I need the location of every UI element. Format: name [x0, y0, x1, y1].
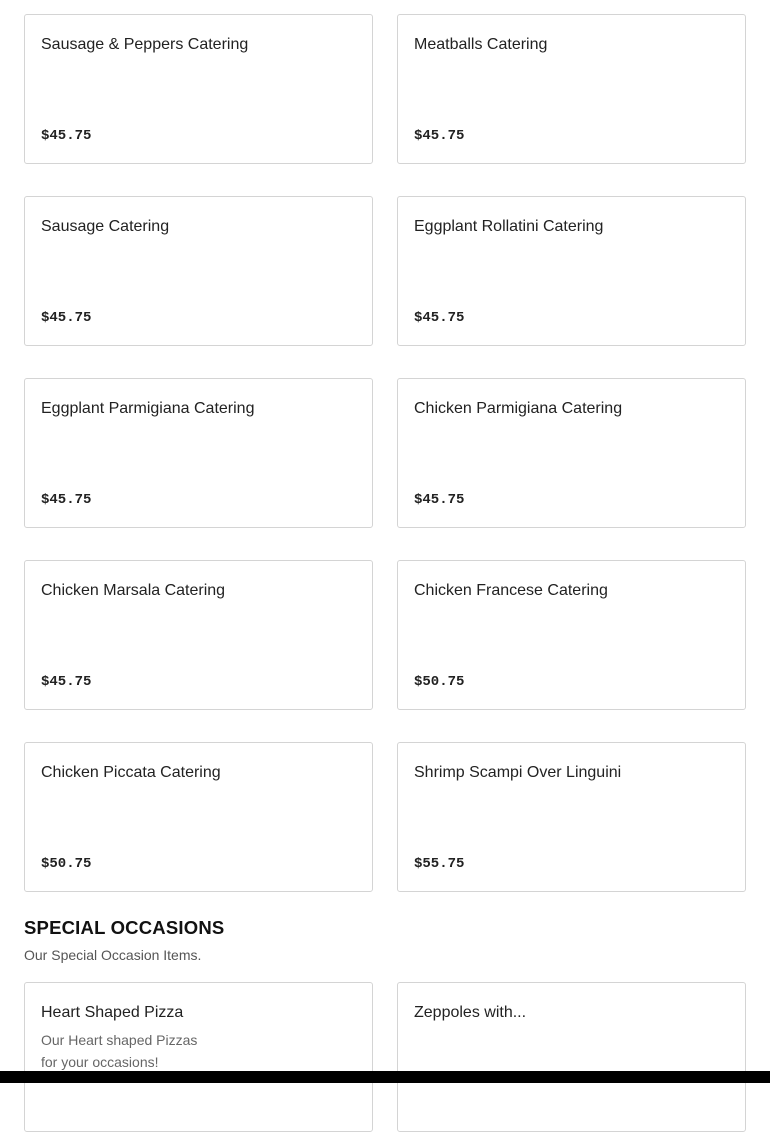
section-subtitle: Our Special Occasion Items. [24, 947, 202, 963]
menu-item-card[interactable] [397, 378, 746, 528]
menu-item-description: Our Heart shaped Pizzas for your occasions! [41, 1032, 198, 1070]
bottom-bar [0, 1071, 770, 1083]
menu-item-name: Sausage Catering [41, 218, 170, 235]
special-occasions-section [24, 916, 224, 964]
menu-item-card[interactable] [24, 196, 373, 346]
menu-item-name: Shrimp Scampi Over Linguini [414, 764, 622, 781]
menu-item-card[interactable] [397, 982, 746, 1132]
catering-menu-grid [24, 14, 746, 892]
menu-item-price: $55.75 [414, 856, 465, 872]
menu-item-price: $50.75 [41, 856, 92, 872]
menu-item-card[interactable] [397, 560, 746, 710]
section-title: SPECIAL OCCASIONS [24, 917, 225, 938]
menu-item-card[interactable] [397, 196, 746, 346]
menu-item-price: $45.75 [41, 674, 92, 690]
menu-item-name: Chicken Piccata Catering [41, 764, 221, 781]
menu-item-name: Heart Shaped Pizza [41, 1004, 184, 1021]
menu-item-card[interactable] [24, 560, 373, 710]
menu-item-name: Eggplant Rollatini Catering [414, 218, 604, 235]
menu-item-price: $45.75 [414, 310, 465, 326]
menu-item-price: $45.75 [414, 128, 465, 144]
menu-item-name: Chicken Marsala Catering [41, 582, 226, 599]
menu-item-card[interactable] [24, 378, 373, 528]
menu-item-price: $45.75 [41, 492, 92, 508]
menu-item-card[interactable] [24, 14, 373, 164]
menu-item-price: $45.75 [41, 128, 92, 144]
menu-item-name: Meatballs Catering [414, 36, 548, 53]
menu-item-name: Chicken Parmigiana Catering [414, 400, 623, 417]
menu-item-price: $45.75 [414, 492, 465, 508]
menu-item-card[interactable] [397, 742, 746, 892]
menu-item-name: Sausage & Peppers Catering [41, 36, 249, 53]
menu-item-card[interactable] [397, 14, 746, 164]
menu-item-card[interactable] [24, 982, 373, 1132]
menu-item-price: $50.75 [414, 674, 465, 690]
menu-item-name: Eggplant Parmigiana Catering [41, 400, 255, 417]
menu-item-name: Chicken Francese Catering [414, 582, 608, 599]
menu-item-name: Zeppoles with... [414, 1004, 527, 1021]
menu-item-card[interactable] [24, 742, 373, 892]
menu-item-price: $45.75 [41, 310, 92, 326]
special-occasions-grid [24, 982, 746, 1132]
